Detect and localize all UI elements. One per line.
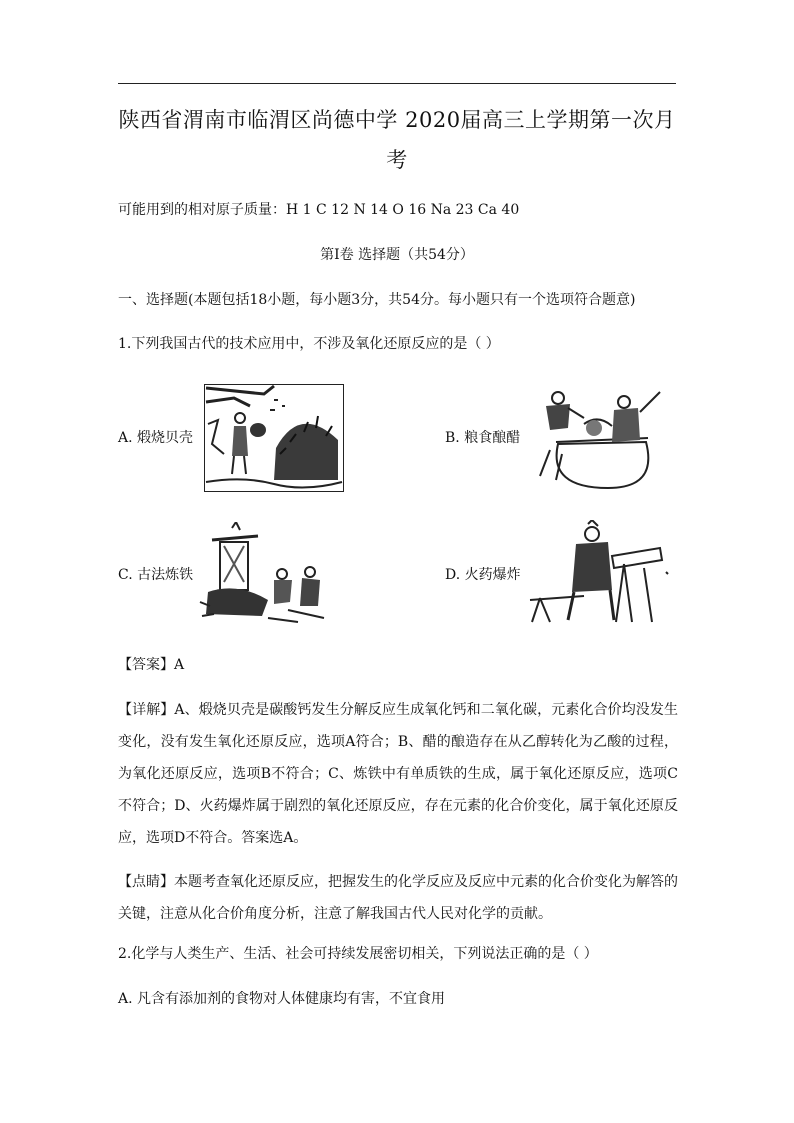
- option-a-label: A. 煅烧贝壳: [118, 430, 194, 446]
- option-c-label: C. 古法炼铁: [118, 567, 194, 583]
- question-1-answer: 【答案】A: [118, 657, 185, 673]
- iron-smelting-illustration: [198, 522, 326, 626]
- question-2-option-a: A. 凡含有添加剂的食物对人体健康均有害，不宜食用: [118, 991, 446, 1007]
- section-instructions: 一、选择题(本题包括18小题，每小题3分，共54分。每小题只有一个选项符合题意): [118, 292, 636, 308]
- gunpowder-illustration: [528, 520, 670, 624]
- question-1-explanation: 【详解】A、煅烧贝壳是碳酸钙发生分解反应生成氧化钙和二氧化碳，元素化合价均没发生变化，没有发生氧化还原反应，选项A符合；B、醋的酿造存在从乙醇转化为乙酸的过程，为氧化还原反应，选项B不符合；C、炼铁中有单质铁的生成，属于氧化还原反应，选项C不符合；D、火药爆炸属于剧烈的氧化还原反应，存在元素的化合价变化，属于氧化还原反应，选项D不符合。答案选A。: [118, 702, 678, 846]
- question-1-stem: 1.下列我国古代的技术应用中，不涉及氧化还原反应的是（ ）: [118, 336, 500, 352]
- option-d-label: D. 火药爆炸: [445, 567, 521, 583]
- question-1-comment: 【点睛】本题考查氧化还原反应，把握发生的化学反应及反应中元素的化合价变化为解答的关键，注意从化合价角度分析，注意了解我国古代人民对化学的贡献。: [118, 874, 678, 922]
- shell-burning-illustration: [204, 384, 344, 492]
- option-b-label: B. 粮食酿醋: [445, 430, 521, 446]
- vinegar-brewing-illustration: [528, 384, 668, 490]
- section-title: 第Ⅰ卷 选择题（共54分）: [320, 247, 474, 263]
- question-2-stem: 2.化学与人类生产、生活、社会可持续发展密切相关，下列说法正确的是（ ）: [118, 946, 598, 962]
- atomic-masses: 可能用到的相对原子质量：H 1 C 12 N 14 O 16 Na 23 Ca 40: [118, 202, 520, 218]
- page-title-line2: 考: [386, 148, 408, 172]
- header-rule: [118, 83, 676, 84]
- page-title-line1: 陕西省渭南市临渭区尚德中学 2020届高三上学期第一次月: [118, 108, 676, 132]
